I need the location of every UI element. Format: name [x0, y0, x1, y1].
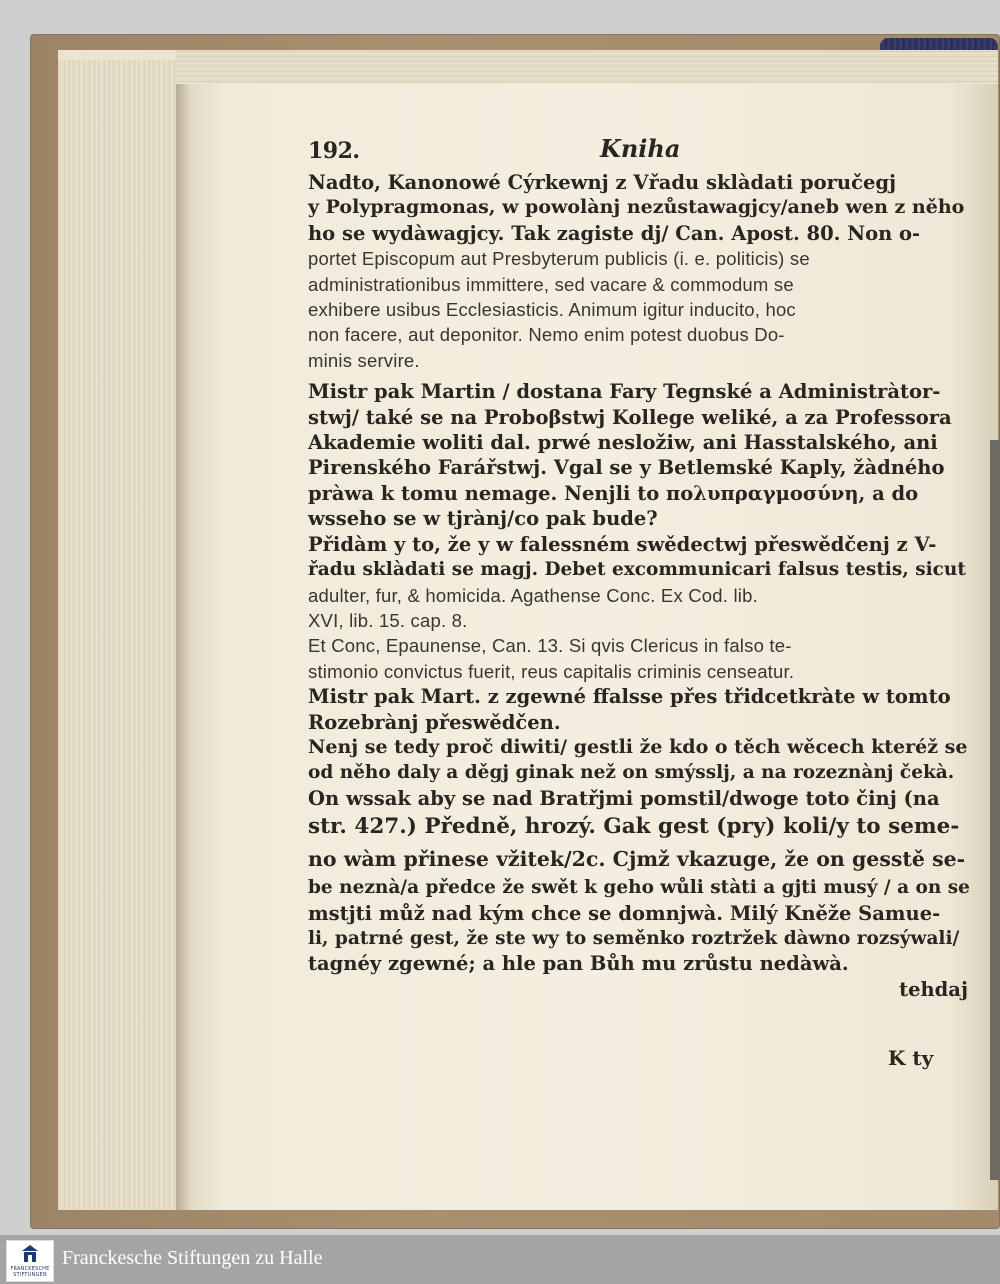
text-line: tehdaj [899, 977, 968, 1001]
text-line: Akademie woliti dal. prwé nesložiw, ani Hasstalského, ani [308, 431, 938, 455]
text-line: XVI, lib. 15. cap. 8. [308, 609, 468, 631]
text-line: Mistr pak Mart. z zgewné ffalsse přes třidcetkràte w tomto [308, 685, 951, 709]
text-line: exhibere usibus Ecclesiasticis. Animum igitur inducito, hoc [308, 299, 796, 321]
text-line: ho se wydàwagjcy. Tak zagiste dj/ Can. Apost. 80. Non o- [308, 221, 921, 245]
text-line: no wàm přinese vžitek/2c. Cjmž vkazuge, že on gesstě se- [308, 847, 966, 872]
text-line: tagnéy zgewné; a hle pan Bůh mu zrůstu nedàwà. [308, 952, 849, 976]
page-header [308, 130, 970, 170]
gutter-shadow [176, 84, 190, 1210]
text-line: Pirenského Farářstwj. Vgal se y Betlemské Kaply, žàdného [308, 456, 945, 480]
text-line: Mistr pak Martin / dostana Fary Tegnské a Administràtor- [308, 380, 941, 404]
text-line: od něho daly a děgj ginak než on smýsslj, a na rozeznànj čekà. [308, 762, 955, 784]
institution-name: Franckesche Stiftungen zu Halle [62, 1247, 323, 1269]
text-line: Nadto, Kanonowé Cýrkewnj z Vřadu sklàdati poručegj [308, 171, 897, 194]
text-line: y Polypragmonas, w powolànj nezůstawagjcy/aneb wen z něho [308, 196, 965, 219]
text-line: stimonio convictus fuerit, reus capitalis criminis censeatur. [308, 660, 795, 682]
text-line: řadu sklàdati se magj. Debet excommunicari falsus testis, sicut [308, 559, 966, 581]
top-page-edges [176, 50, 998, 84]
text-line: Rozebrànj přeswědčen. [308, 710, 561, 734]
text-line: wsseho se w tjrànj/co pak bude? [308, 507, 658, 531]
text-line: li, patrné gest, že ste wy to seměnko roztržek dàwno rozsýwali/ [308, 927, 960, 949]
text-line: Nenj se tedy proč diwiti/ gestli že kdo o těch wěcech kteréž se [308, 735, 968, 758]
text-line: non facere, aut deponitor. Nemo enim potest duobus Do- [308, 324, 785, 346]
text-line: be neznà/a předce že swět k geho wůli stàti a gjti musý / a on se [308, 877, 970, 899]
institution-logo [6, 1240, 54, 1282]
running-head: Kniha [600, 134, 681, 163]
catchword: K ty [888, 1046, 934, 1070]
text-line: pràwa k tomu nemage. Nenjli to πολυπραγμοσύνη, a do [308, 481, 919, 505]
text-line: portet Episcopum aut Presbyterum publicis (i. e. politicis) se [308, 248, 810, 270]
text-line: Et Conc, Epaunense, Can. 13. Si qvis Clericus in falso te- [308, 635, 792, 657]
text-line: mstjti můž nad kým chce se domnjwà. Milý Kněže Samue- [308, 901, 941, 925]
footer-bar [0, 1235, 1000, 1284]
text-line: minis servire. [308, 349, 420, 371]
text-line: On wssak aby se nad Bratřjmi pomstil/dwoge toto činj (na [308, 786, 940, 810]
page-text [308, 130, 970, 1002]
page-edges [58, 60, 177, 1210]
text-line: adulter, fur, & homicida. Agathense Conc. Ex Cod. lib. [308, 584, 758, 606]
logo-text: FRANCKESCHE STIFTUNGEN [10, 1266, 50, 1278]
right-dark-edge [990, 440, 1000, 1180]
text-line: str. 427.) Předně, hrozý. Gak gest (pry) koli/y to seme- [308, 814, 960, 840]
text-line: Přidàm y to, že y w falessném swědectwj přeswědčenj z V- [308, 532, 937, 556]
building-icon [22, 1245, 38, 1263]
text-line: stwj/ také se na Proboβstwj Kollege weliké, a za Professora [308, 405, 952, 429]
page-number: 192. [308, 138, 360, 164]
text-line: administrationibus immittere, sed vacare & commodum se [308, 273, 794, 295]
